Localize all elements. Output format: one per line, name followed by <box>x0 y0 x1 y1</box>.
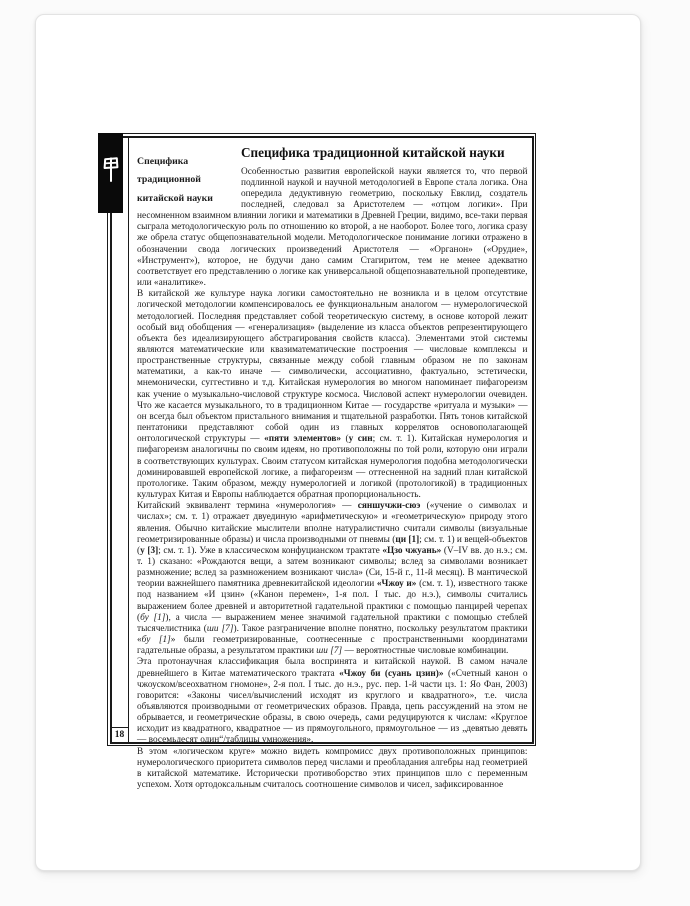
page-title: Специфика традиционной китайской науки <box>241 144 505 160</box>
paragraph-2: В китайской же культуре наука логики самостоятельно не возникла и в целом отсутствие логической методологии компенсировалось ее функциональным аналогом — нумерологической методологией. Последняя представляет собой теоретическую систему, в основе которой лежит особый вид обобщения — «генерализация» (выделение из класса объектов репрезентирующего объекта без идеализирующего абстрагирования свойств класса). Элементами этой системы являются математические или квазиматематические построения — числовые комплексы и пространственные структуры, связанные между собой главным образом не по законам математики, а как-то иначе — символически, ассоциативно, фактуально, эстетически, мнемонически, суггестивно и т.д. Китайская нумерология во многом напоминает пифагореизм как учение о музыкально-числовой структуре космоса. Числовой аспект нумерологии очевиден. Что же касается музыкального, то в традиционном Китае — государстве «ритуала и музыки» — он всегда был объектом пристального внимания и тщательной разработки. Пять тонов китайской пентатоники представляют собой один из главных коррелятов основополагающей онтологической структуры — «пяти элементов» (у син; см. т. 1). Китайская нумерология и пифагореизм аналогичны по своим идеям, но противоположны по той роли, которую они играли в соответствующих культурах. Своим статусом китайская нумерология подобна методологически доминировавшей европейской логике, а пифагореизм — оттесненной на задний план китайской протологике. Таким образом, между нумерологией и логикой (протологикой) в традиционных культурах Китая и Европы наблюдается обратная пропорциональность. <box>137 289 528 501</box>
folio-column <box>112 138 129 742</box>
page-frame <box>107 133 536 791</box>
chapter-tab <box>98 133 123 213</box>
text-column <box>130 138 532 791</box>
paragraph-4: Эта протонаучная классификация была воспринята и китайской наукой. В самом начале древнейшего в Китае математического трактата «Чжоу би (суань цзин)» («Счетный канон о чжоуском/всеохватном гномоне», 2-я пол. I тыс. до н.э., рус. пер. 1-й части цз. 1: Яо Фан, 2003) говорится: «Законы чисел/вычислений исходят из круглого и квадратного», т.е. числа объявляются производными от геометрических образов. Правда, цепь рассуждений на этом не обрывается, и геометрические образы, в свою очередь, сами редуцируются к числам: «Круглое исходит из квадратного, квадратное — из прямоугольного, прямоугольное — из „девятью девять — восемьдесят один“/таблицы умножения». <box>137 657 528 746</box>
jia-seal-character-icon <box>102 156 120 188</box>
margin-heading-line: Специфика <box>137 155 189 167</box>
margin-heading-line: традиционной <box>137 174 201 185</box>
scanned-page-sheet <box>35 14 641 871</box>
page-number: 18 <box>112 727 128 742</box>
paragraph-5: В этом «логическом круге» можно видеть компромисс двух противоположных принципов: нумерологического приоритета символов перед числами и преобладания алгебры над геометрией в китайской математике. Исторически противоборство этих принципов шло с переменным успехом. Хотя ортодоксальным считалось соотношение символов и чисел, зафиксированное <box>137 746 528 791</box>
margin-heading-line: китайской науки <box>137 192 213 204</box>
page-frame-inner-rule <box>110 136 534 791</box>
paragraph-3: Китайский эквивалент термина «нумерология» — сяншучжи-сюэ («учение о символах и числах»; см. т. 1) отражает двуединую «арифметическую» и «геометрическую» природу этого явления. Обычно китайские мыслители вполне натуралистично считали символы (визуальные геометризированные образы) и числа производными от пневмы (ци [1]; см. т. 1) и вещей-объектов (у [3]; см. т. 1). Уже в классическом конфуцианском трактате «Цзо чжуань» (V–IV вв. до н.э.; см. т. 1) сказано: «Рождаются вещи, а затем возникают символы; вслед за символами возникает размножение; вслед за размножением возникают числа» (Си, 15-й г., 11-й месяц). В мантической теории важнейшего памятника древнекитайской идеологии «Чжоу и» (см. т. 1), известного также под названием «И цзин» («Канон перемен», 1-я пол. I тыс. до н.э.), символы считались выражением более древней и авторитетной гадательной практики с помощью панцирей черепах (бу [1]), а числа — выражением менее значимой гадательной практики с помощью стеблей тысячелистника (ши [7]). Такое разграничение вполне понятно, поскольку результатом практики «бу [1]» были геометризированные, соотнесенные с пространственными координатами гадательные образы, а результатом практики ши [7] — вероятностные числовые комбинации. <box>137 501 528 657</box>
margin-heading <box>137 145 241 211</box>
paragraph-1: Особенностью развития европейской науки является то, что первой подлинной наукой и научной методологией в Европе стала логика. Она опередила дедуктивную геометрию, поскольку Евклид, создатель последней, следовал за Аристотелем — «отцом логики». При несомненном взаимном влиянии логики и математики в Древней Греции, видимо, все-таки первая сыграла методологическую роль по отношению ко второй, а не наоборот. Более того, логика сразу же обрела статус общепознавательной модели. Методологическое понимание логики отражено в обозначении свода логических произведений Аристотеля — «Органон» («Орудие», «Инструмент»), которое, не будучи дано самим Стагиритом, тем не менее адекватно соответствует его представлению о логике как универсальной общепознавательной пропедевтике, или «аналитике». <box>137 166 528 289</box>
